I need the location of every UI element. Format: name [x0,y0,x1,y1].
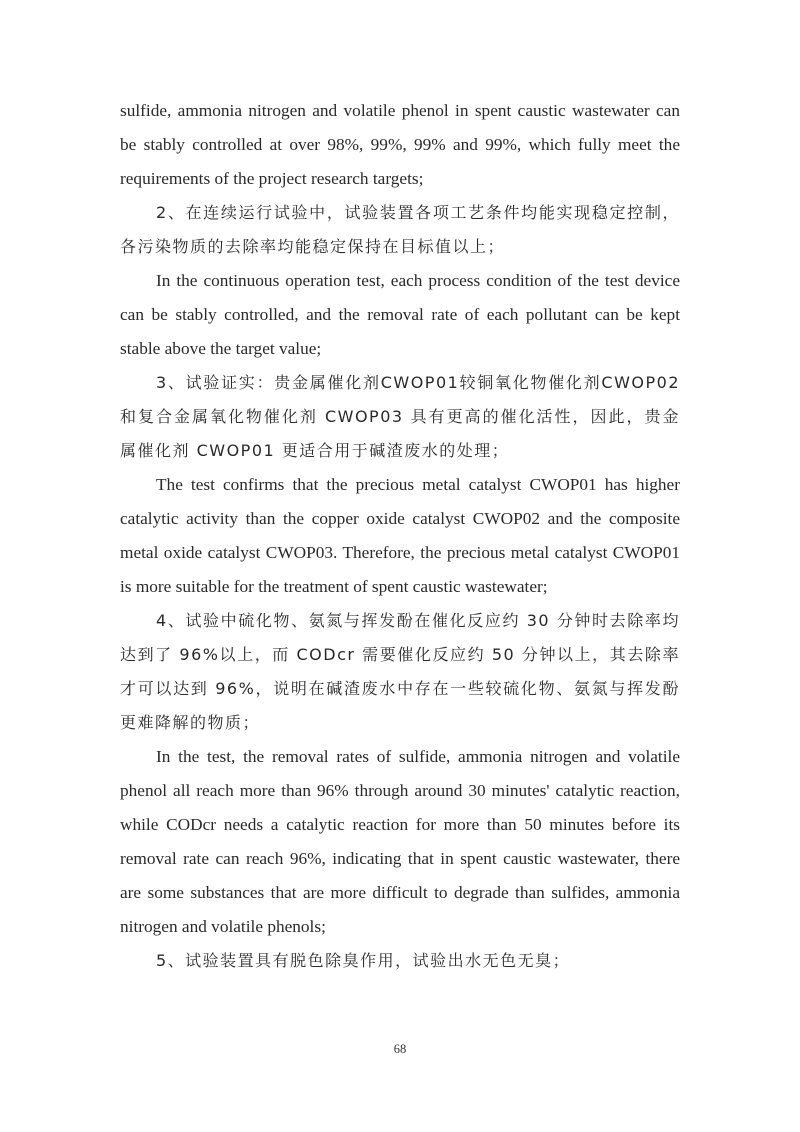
paragraph-zh-5: 5、试验装置具有脱色除臭作用，试验出水无色无臭； [156,951,571,970]
paragraph-en-3: The test confirms that the precious metal catalyst CWOP01 has higher catalytic activity than the copper oxide catalyst CWOP02 and the composite metal oxide catalyst CWOP03. Therefore, the precious metal catalyst CWOP01 is more suitable for the treatment of spent caustic wastewater; [120,475,680,596]
paragraph-en-2: In the continuous operation test, each process condition of the test device can be stably controlled, and the removal rate of each pollutant can be kept stable above the target value; [120,271,680,358]
body-text [120,94,680,978]
paragraph-zh-4: 4、试验中硫化物、氨氮与挥发酚在催化反应约 30 分钟时去除率均达到了 96%以上，而 CODcr 需要催化反应约 50 分钟以上，其去除率才可以达到 96%，说明在碱渣废水中存在一些较硫化物、氨氮与挥发酚更难降解的物质； [120,611,680,732]
paragraph-en-4: In the test, the removal rates of sulfide, ammonia nitrogen and volatile phenol all reach more than 96% through around 30 minutes' catalytic reaction, while CODcr needs a catalytic reaction for more than 50 minutes before its removal rate can reach 96%, indicating that in spent caustic wastewater, there are some substances that are more difficult to degrade than sulfides, ammonia nitrogen and volatile phenols; [120,747,680,936]
page-number: 68 [393,1042,407,1056]
paragraph-zh-3: 3、试验证实：贵金属催化剂CWOP01较铜氧化物催化剂CWOP02和复合金属氧化物催化剂 CWOP03 具有更高的催化活性，因此，贵金属催化剂 CWOP01 更适合用于碱渣废水的处理； [120,373,680,460]
paragraph-en-1: sulfide, ammonia nitrogen and volatile phenol in spent caustic wastewater can be stably controlled at over 98%, 99%, 99% and 99%, which fully meet the requirements of the project research targets; [120,101,680,188]
paragraph-zh-2: 2、在连续运行试验中，试验装置各项工艺条件均能实现稳定控制，各污染物质的去除率均能稳定保持在目标值以上； [120,203,680,256]
